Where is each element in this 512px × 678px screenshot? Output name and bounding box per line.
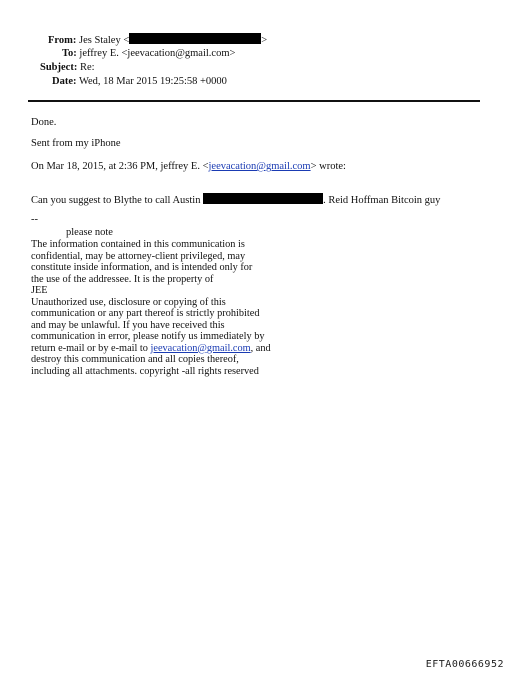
subject-label: Subject:	[40, 62, 78, 73]
reply-text: Done.	[31, 117, 57, 128]
quote-suffix: > wrote:	[310, 161, 346, 172]
subject-value: Re:	[79, 62, 95, 73]
disclaimer-line: confidential, may be attorney-client privileged, may	[31, 250, 246, 262]
disclaimer-line: communication in error, please notify us immediately by	[31, 331, 265, 342]
date-value: Wed, 18 Mar 2015 19:25:58 +0000	[78, 76, 227, 87]
redaction-bar	[129, 33, 261, 44]
disclaimer-line: and may be unlawful. If you have received this	[31, 319, 225, 331]
from-row	[48, 33, 267, 47]
redaction-bar	[203, 193, 323, 204]
quoted-message	[31, 193, 440, 207]
header-divider	[28, 100, 480, 102]
from-value: Jes Staley <	[79, 35, 130, 46]
from-tail: >	[261, 35, 268, 46]
from-label: From:	[48, 35, 77, 46]
quoted-line-end: . Reid Hoffman Bitcoin guy	[323, 195, 441, 206]
quoted-line-start: Can you suggest to Blythe to call Austin	[31, 195, 201, 206]
quote-prefix: On Mar 18, 2015, at 2:36 PM, jeffrey E. <	[31, 161, 209, 172]
to-value: jeffrey E. <jeevacation@gmail.com>	[79, 48, 236, 59]
disclaimer-email-prefix: return e-mail or by e-mail to	[31, 342, 151, 354]
disclaimer-email-suffix: , and	[250, 342, 271, 354]
to-label: To:	[62, 48, 77, 59]
disclaimer-email-link[interactable]: jeevacation@gmail.com	[150, 342, 251, 354]
please-note: please note	[66, 227, 113, 238]
subject-row	[40, 61, 95, 74]
disclaimer-line: constitute inside information, and is intended only for	[31, 262, 253, 273]
separator: --	[31, 214, 38, 225]
disclaimer-line: destroy this communication and all copies thereof,	[31, 354, 239, 365]
disclaimer-line: including all attachments. copyright -all rights reserved	[31, 365, 259, 377]
date-row	[52, 75, 227, 88]
disclaimer-line: the use of the addressee. It is the property of	[31, 273, 214, 285]
disclaimer-line: The information contained in this communication is	[31, 239, 245, 250]
date-label: Date:	[52, 76, 77, 87]
disclaimer-line: Unauthorized use, disclosure or copying of this	[31, 296, 226, 308]
quote-header	[31, 161, 346, 173]
disclaimer-line: JEE	[31, 285, 48, 296]
disclaimer-line: communication or any part thereof is strictly prohibited	[31, 308, 260, 319]
document-id: EFTA00666952	[425, 659, 504, 670]
disclaimer-block	[31, 239, 271, 377]
to-row	[62, 47, 235, 60]
signature-text: Sent from my iPhone	[31, 138, 121, 149]
quote-email-link[interactable]: jeevacation@gmail.com	[208, 161, 311, 172]
disclaimer-email-line	[31, 343, 271, 355]
